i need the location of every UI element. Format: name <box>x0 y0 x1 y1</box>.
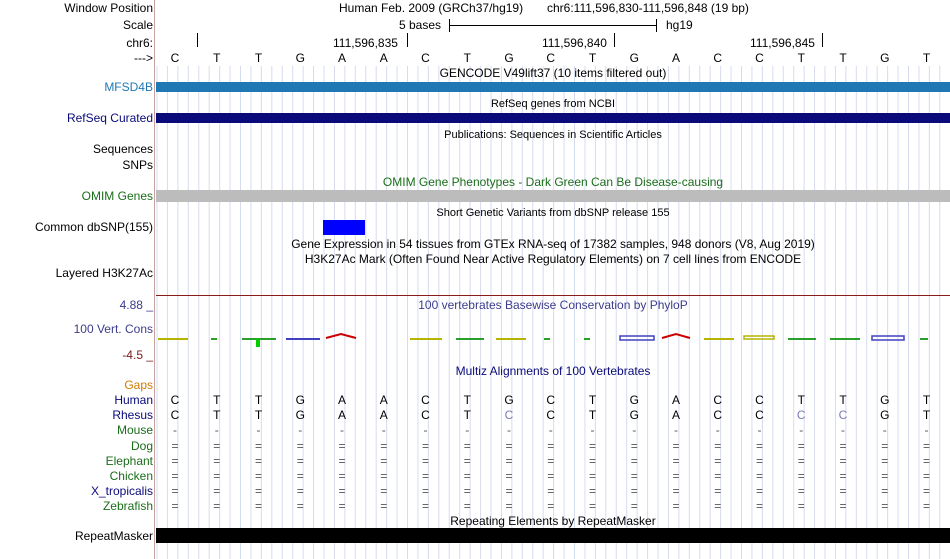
alignment-base: T <box>213 393 221 407</box>
alignment-base: = <box>839 469 847 483</box>
alignment-base: = <box>171 453 179 468</box>
alignment-base: = <box>380 499 388 514</box>
base-letter: T <box>588 51 597 65</box>
alignment-base: - <box>799 423 804 438</box>
alignment-base: = <box>421 499 429 514</box>
base-letter: T <box>254 51 263 65</box>
multiz-track-title: Multiz Alignments of 100 Vertebrates <box>455 364 651 378</box>
mfsd4b-gene-bar[interactable] <box>156 82 950 92</box>
alignment-base: G <box>295 393 305 407</box>
alignment-base: A <box>337 408 346 423</box>
base-letter: T <box>922 51 931 65</box>
base-letter: T <box>463 51 471 65</box>
alignment-base: = <box>505 438 513 453</box>
label-divider <box>154 0 155 559</box>
alignment-base: = <box>171 469 179 483</box>
alignment-base: = <box>213 499 221 514</box>
alignment-base: - <box>340 423 344 438</box>
base-letter: G <box>504 51 514 65</box>
base-letter: G <box>880 51 890 65</box>
alignment-base: = <box>714 484 722 499</box>
cons-wiggle <box>156 326 950 350</box>
base-letter: A <box>337 51 346 65</box>
alignment-base: = <box>630 499 638 514</box>
alignment-base: C <box>838 408 848 423</box>
alignment-base: = <box>839 484 847 499</box>
alignment-base: G <box>880 408 890 423</box>
alignment-base: = <box>672 438 680 453</box>
alignment-base: = <box>881 499 889 514</box>
alignment-base: = <box>421 438 429 453</box>
alignment-base: T <box>588 393 597 407</box>
dbsnp-label[interactable]: Common dbSNP(155) <box>34 220 153 234</box>
chr-label: chr6: <box>126 36 153 50</box>
alignment-base: = <box>421 484 429 499</box>
alignment-base: T <box>463 393 471 407</box>
base-letter: C <box>421 51 430 65</box>
alignment-base: T <box>922 393 931 407</box>
alignment-base: = <box>213 484 221 499</box>
alignment-base: = <box>380 438 388 453</box>
base-letter: A <box>379 51 388 65</box>
coord-tick-label: 111,596,845 <box>750 36 815 50</box>
alignment-base: - <box>715 423 720 438</box>
h3k27ac-track-title: H3K27Ac Mark (Often Found Near Active Regulatory Elements) on 7 cell lines from ENCODE <box>304 252 802 266</box>
alignment-base: = <box>213 453 221 468</box>
alignment-base: T <box>797 393 805 407</box>
window-position-label: Window Position <box>64 1 153 15</box>
alignment-base: = <box>922 469 930 483</box>
alignment-base: - <box>507 423 511 438</box>
alignment-base: - <box>882 423 887 438</box>
alignment-base: = <box>421 453 429 468</box>
alignment-base: T <box>254 408 263 423</box>
alignment-base: = <box>380 484 388 499</box>
alignment-base: = <box>505 469 513 483</box>
scale-bar <box>449 25 656 26</box>
refseq-label[interactable]: RefSeq Curated <box>66 111 153 125</box>
alignment-base: = <box>505 484 513 499</box>
alignment-base: G <box>504 393 514 407</box>
species-label[interactable]: Rhesus <box>112 408 153 423</box>
alignment-base: = <box>922 438 930 453</box>
species-label[interactable]: X_tropicalis <box>90 484 153 499</box>
alignment-base: = <box>588 469 596 483</box>
cons-min-label: -4.5 _ <box>122 348 153 362</box>
h3k27ac-label[interactable]: Layered H3K27Ac <box>55 266 153 280</box>
alignment-base: C <box>170 408 180 423</box>
scale-text: 5 bases <box>399 18 442 32</box>
scale-bar-left-end <box>449 19 450 32</box>
alignment-base: T <box>463 408 471 423</box>
alignment-base: = <box>588 484 596 499</box>
alignment-base: G <box>880 393 890 407</box>
alignment-base: = <box>797 484 805 499</box>
alignment-base: - <box>590 423 595 438</box>
gaps-label[interactable]: Gaps <box>124 378 153 392</box>
alignment-base: = <box>213 469 221 483</box>
dbsnp-track-title: Short Genetic Variants from dbSNP release 155 <box>436 207 670 219</box>
alignment-base: = <box>463 438 471 453</box>
alignment-base: - <box>214 423 219 438</box>
alignment-base: = <box>755 484 763 499</box>
alignment-base: = <box>463 469 471 483</box>
coord-tick <box>614 33 615 47</box>
alignment-base: = <box>254 499 262 514</box>
scale-label: Scale <box>122 18 153 32</box>
alignment-base: = <box>797 499 805 514</box>
publications-track-title: Publications: Sequences in Scientific Articles <box>444 129 662 141</box>
alignment-base: - <box>757 423 762 438</box>
alignment-base: = <box>296 499 304 514</box>
alignment-base: = <box>547 469 555 483</box>
alignment-base: = <box>338 499 346 514</box>
alignment-base: - <box>674 423 678 438</box>
window-position: chr6:111,596,830-111,596,848 (19 bp) <box>547 1 749 15</box>
alignment-base: C <box>713 408 723 423</box>
alignment-base: = <box>755 438 763 453</box>
species-label[interactable]: Human <box>114 393 153 407</box>
alignment-base: = <box>755 453 763 468</box>
alignment-base: T <box>839 393 847 407</box>
alignment-base: A <box>671 393 680 407</box>
gtex-track-title: Gene Expression in 54 tissues from GTEx RNA-seq of 17382 samples, 948 donors (V8, Aug 2019) <box>291 237 815 251</box>
alignment-base: - <box>632 423 637 438</box>
scale-bar-right-end <box>656 19 657 32</box>
refseq-gene-bar[interactable] <box>156 113 950 123</box>
base-letter: C <box>755 51 764 65</box>
alignment-base: C <box>546 393 556 407</box>
alignment-base: C <box>421 393 430 407</box>
species-label[interactable]: Zebrafish <box>102 499 153 514</box>
alignment-base: A <box>337 393 346 407</box>
alignment-base: = <box>881 484 889 499</box>
alignment-base: = <box>588 438 596 453</box>
alignment-base: = <box>296 469 304 483</box>
species-label[interactable]: Mouse <box>116 423 153 438</box>
coord-tick <box>407 33 408 47</box>
alignment-base: C <box>755 393 764 407</box>
alignment-base: = <box>672 469 680 483</box>
alignment-base: = <box>463 484 471 499</box>
base-letter: G <box>295 51 305 65</box>
alignment-base: G <box>629 408 639 423</box>
alignment-base: = <box>547 453 555 468</box>
alignment-base: A <box>379 393 388 407</box>
alignment-base: - <box>465 423 470 438</box>
base-letter: T <box>213 51 221 65</box>
alignment-base: = <box>380 469 388 483</box>
alignment-base: = <box>171 438 179 453</box>
alignment-base: = <box>755 499 763 514</box>
base-letter: G <box>629 51 639 65</box>
assembly-title: Human Feb. 2009 (GRCh37/hg19) <box>339 1 524 15</box>
cons-track-title: 100 vertebrates Basewise Conservation by PhyloP <box>418 298 688 312</box>
species-label[interactable]: Chicken <box>109 469 153 483</box>
omim-gene-bar[interactable] <box>156 190 950 202</box>
alignment-base: - <box>548 423 553 438</box>
alignment-base: = <box>714 453 722 468</box>
alignment-base: = <box>922 453 930 468</box>
alignment-base: = <box>839 438 847 453</box>
alignment-base: A <box>379 408 388 423</box>
alignment-base: - <box>841 423 845 438</box>
alignment-base: = <box>213 438 221 453</box>
alignment-base: C <box>504 408 514 423</box>
alignment-base: = <box>922 484 930 499</box>
alignment-base: = <box>922 499 930 514</box>
alignment-base: C <box>796 408 806 423</box>
alignment-base: - <box>924 423 929 438</box>
gencode-track-title: GENCODE V49lift37 (10 items filtered out) <box>439 66 667 80</box>
alignment-base: = <box>797 469 805 483</box>
alignment-base: = <box>630 438 638 453</box>
alignment-base: = <box>797 453 805 468</box>
alignment-base: = <box>254 484 262 499</box>
coord-tick-label: 111,596,835 <box>333 36 398 50</box>
alignment-base: = <box>714 499 722 514</box>
db-label: hg19 <box>666 18 693 32</box>
species-label[interactable]: Elephant <box>105 453 153 468</box>
alignment-base: = <box>672 499 680 514</box>
alignment-base: = <box>171 484 179 499</box>
alignment-base: = <box>547 484 555 499</box>
alignment-base: = <box>755 469 763 483</box>
base-letter: T <box>797 51 805 65</box>
alignment-base: = <box>672 484 680 499</box>
alignment-base: = <box>463 499 471 514</box>
alignment-base: = <box>338 438 346 453</box>
alignment-base: - <box>423 423 428 438</box>
cons-max-label: 4.88 _ <box>119 298 153 312</box>
alignment-base: - <box>173 423 177 438</box>
alignment-base: T <box>254 393 263 407</box>
alignment-base: - <box>256 423 261 438</box>
alignment-base: = <box>547 499 555 514</box>
sequences-label[interactable]: Sequences <box>92 142 153 156</box>
alignment-base: = <box>881 453 889 468</box>
alignment-base: = <box>338 484 346 499</box>
alignment-base: = <box>505 453 513 468</box>
alignment-base: = <box>463 453 471 468</box>
alignment-base: = <box>797 438 805 453</box>
alignment-base: T <box>213 408 221 423</box>
coord-tick <box>197 33 198 47</box>
alignment-base: = <box>296 438 304 453</box>
alignment-base: A <box>671 408 680 423</box>
mfsd4b-label[interactable]: MFSD4B <box>104 80 153 94</box>
base-letter: C <box>546 51 556 65</box>
alignment-base: = <box>881 438 889 453</box>
alignment-base: = <box>254 438 262 453</box>
alignment-base: T <box>588 408 597 423</box>
alignment-base: C <box>170 393 180 407</box>
alignment-base: = <box>588 453 596 468</box>
omim-track-title: OMIM Gene Phenotypes - Dark Green Can Be Disease-causing <box>382 175 724 189</box>
repeatmasker-track-title: Repeating Elements by RepeatMasker <box>450 514 656 528</box>
alignment-base: = <box>881 469 889 483</box>
track-separator <box>156 295 950 296</box>
alignment-base: = <box>672 453 680 468</box>
alignment-base: = <box>630 453 638 468</box>
alignment-base: = <box>296 453 304 468</box>
alignment-base: G <box>629 393 639 407</box>
coord-tick <box>822 33 823 47</box>
species-label[interactable]: Dog <box>130 438 153 453</box>
base-letter: A <box>671 51 680 65</box>
cons-label[interactable]: 100 Vert. Cons <box>73 322 153 336</box>
alignment-base: = <box>296 484 304 499</box>
repeatmasker-label[interactable]: RepeatMasker <box>74 529 153 543</box>
alignment-base: = <box>338 469 346 483</box>
alignment-base: = <box>254 469 262 483</box>
refseq-track-title: RefSeq genes from NCBI <box>490 98 616 110</box>
alignment-base: = <box>839 499 847 514</box>
alignment-base: C <box>755 408 764 423</box>
arrow-label: ---> <box>134 51 153 65</box>
alignment-base: T <box>922 408 931 423</box>
alignment-base: C <box>421 408 430 423</box>
alignment-base: = <box>338 453 346 468</box>
repeatmasker-bar[interactable] <box>156 528 950 543</box>
alignment-base: = <box>630 484 638 499</box>
alignment-base: = <box>171 499 179 514</box>
snps-label[interactable]: SNPs <box>122 158 153 172</box>
alignment-base: = <box>714 469 722 483</box>
alignment-base: C <box>713 393 723 407</box>
alignment-base: = <box>380 453 388 468</box>
alignment-base: - <box>381 423 386 438</box>
alignment-base: = <box>254 453 262 468</box>
alignment-base: = <box>839 453 847 468</box>
coord-tick-label: 111,596,840 <box>542 36 607 50</box>
alignment-base: C <box>546 408 556 423</box>
alignment-base: = <box>588 499 596 514</box>
base-letter: C <box>170 51 180 65</box>
alignment-base: = <box>630 469 638 483</box>
omim-label[interactable]: OMIM Genes <box>81 189 153 203</box>
alignment-base: G <box>295 408 305 423</box>
alignment-base: = <box>714 438 722 453</box>
alignment-base: = <box>547 438 555 453</box>
alignment-base: - <box>298 423 303 438</box>
alignment-base: = <box>505 499 513 514</box>
dbsnp-variant[interactable] <box>323 220 365 235</box>
alignment-base: = <box>421 469 429 483</box>
base-letter: C <box>713 51 723 65</box>
base-letter: T <box>839 51 847 65</box>
